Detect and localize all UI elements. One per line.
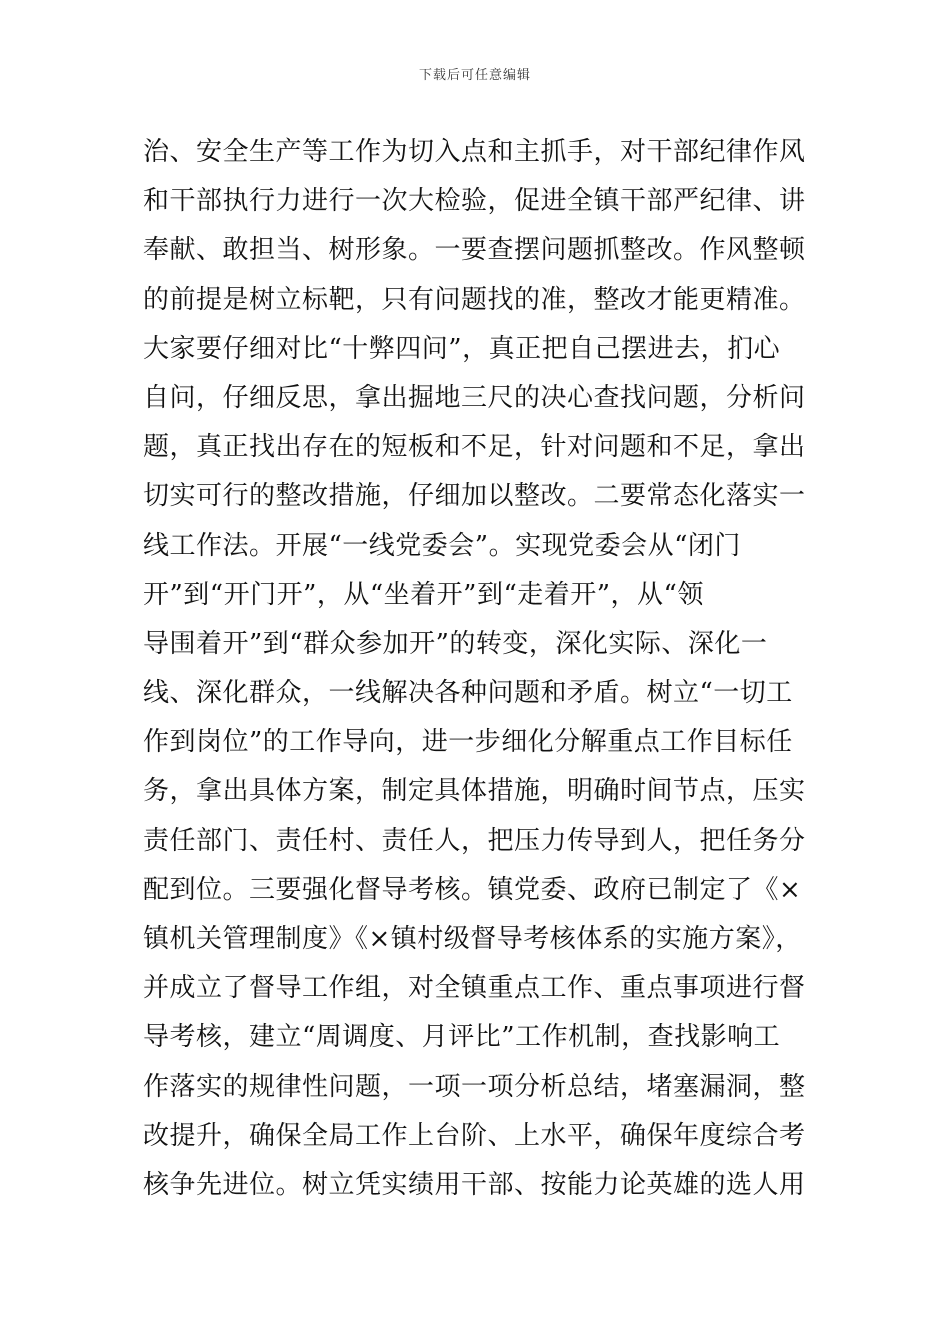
text-line: 导围着开”到“群众参加开”的转变，深化实际、深化一 xyxy=(143,628,768,659)
text-line: 作到岗位”的工作导向，进一步细化分解重点工作目标任 xyxy=(143,727,793,758)
text-line: 并成立了督导工作组，对全镇重点工作、重点事项进行督 xyxy=(143,973,806,1004)
text-line: 题，真正找出存在的短板和不足，针对问题和不足，拿出 xyxy=(143,432,806,463)
text-line: 的前提是树立标靶，只有问题找的准，整改才能更精准。 xyxy=(143,284,806,315)
text-line: 大家要仔细对比“十弊四问”，真正把自己摆进去，扪心 xyxy=(143,333,781,364)
text-line: 线、深化群众，一线解决各种问题和矛盾。树立“一切工 xyxy=(143,678,793,709)
text-line: 改提升，确保全局工作上台阶、上水平，确保年度综合考 xyxy=(143,1120,806,1151)
text-line: 核争先进位。树立凭实绩用干部、按能力论英雄的选人用 xyxy=(143,1169,806,1200)
text-line: 开”到“开门开”，从“坐着开”到“走着开”，从“领 xyxy=(143,579,704,610)
text-line: 责任部门、责任村、责任人，把压力传导到人，把任务分 xyxy=(143,825,806,856)
text-line: 和干部执行力进行一次大检验，促进全镇干部严纪律、讲 xyxy=(143,186,806,217)
text-line: 治、安全生产等工作为切入点和主抓手，对干部纪律作风 xyxy=(143,137,806,167)
text-line: 镇机关管理制度》《×镇村级督导考核体系的实施方案》， xyxy=(143,924,802,954)
text-line: 务，拿出具体方案，制定具体措施，明确时间节点，压实 xyxy=(143,776,806,807)
text-line: 自问，仔细反思，拿出掘地三尺的决心查找问题，分析问 xyxy=(143,382,806,413)
page-header-note: 下载后可任意编辑 xyxy=(418,68,531,83)
body-paragraph xyxy=(143,128,843,1210)
text-line: 切实可行的整改措施，仔细加以整改。二要常态化落实一 xyxy=(143,481,806,512)
text-line: 配到位。三要强化督导考核。镇党委、政府已制定了《× xyxy=(143,874,802,905)
text-line: 线工作法。开展“一线党委会”。实现党委会从“闭门 xyxy=(143,530,741,561)
text-line: 导考核，建立“周调度、月评比”工作机制，查找影响工 xyxy=(143,1022,781,1053)
text-line: 奉献、敢担当、树形象。一要查摆问题抓整改。作风整顿 xyxy=(143,235,806,266)
text-line: 作落实的规律性问题，一项一项分析总结，堵塞漏洞，整 xyxy=(143,1071,806,1102)
